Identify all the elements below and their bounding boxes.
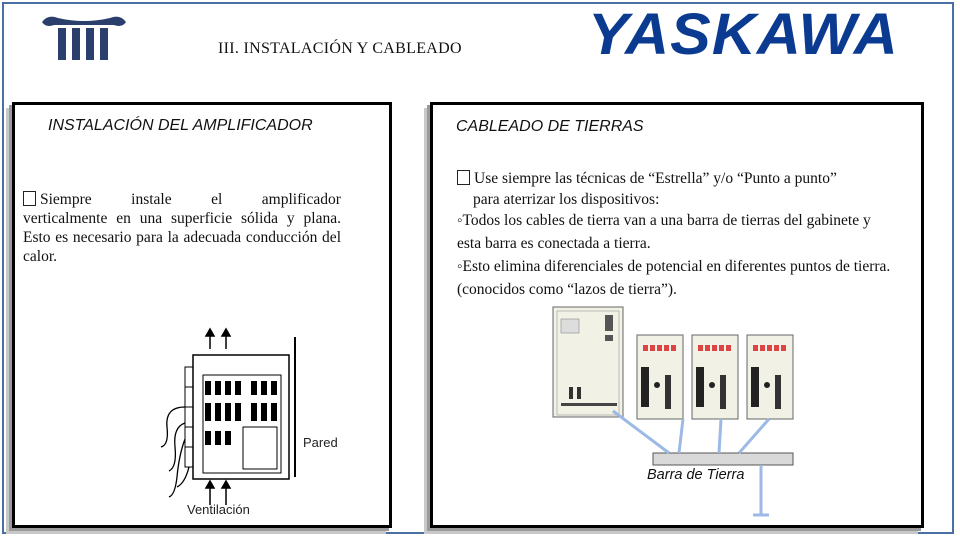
install-bullet — [23, 190, 341, 266]
amplifier-mounting-diagram — [155, 327, 375, 517]
wall-label: Pared — [303, 435, 338, 450]
bullet-text: verticalmente en una superficie sólida y plana. Esto es necesario para la adecuada conducción del calor. — [23, 210, 341, 265]
bullet-word: el — [211, 191, 223, 208]
ventilation-label: Ventilación — [187, 502, 250, 517]
ground-wiring-panel — [430, 102, 924, 528]
bullet-word: Siempre — [23, 190, 92, 209]
ground-wiring-text — [457, 167, 897, 301]
bullet-line-continued: para aterrizar los dispositivos: — [473, 191, 660, 208]
bullet-line: Use siempre las técnicas de “Estrella” y/o “Punto a punto” — [457, 167, 897, 190]
amplifier-install-panel — [12, 102, 392, 528]
panel-heading: CABLEADO DE TIERRAS — [456, 118, 644, 135]
panel-heading: INSTALACIÓN DEL AMPLIFICADOR — [48, 117, 313, 134]
columns-logo-icon — [38, 12, 130, 64]
ground-bar-label: Barra de Tierra — [647, 467, 745, 483]
bullet-box-icon — [23, 191, 36, 206]
brand-logo: YASKAWA — [588, 2, 899, 67]
bullet-box-icon — [457, 170, 470, 185]
sub-bullet: ◦Esto elimina diferenciales de potencial en diferentes puntos de tierra. (conocidos como “lazos de tierra”). — [457, 258, 891, 298]
sub-bullet: ◦Todos los cables de tierra van a una barra de tierras del gabinete y esta barra es conectada a tierra. — [457, 212, 871, 252]
bullet-word: amplificador — [261, 191, 341, 208]
page-title: III. INSTALACIÓN Y CABLEADO — [218, 40, 462, 57]
bullet-word: instale — [131, 191, 172, 208]
grounding-diagram — [533, 305, 813, 525]
bullet-first-line — [23, 190, 341, 209]
